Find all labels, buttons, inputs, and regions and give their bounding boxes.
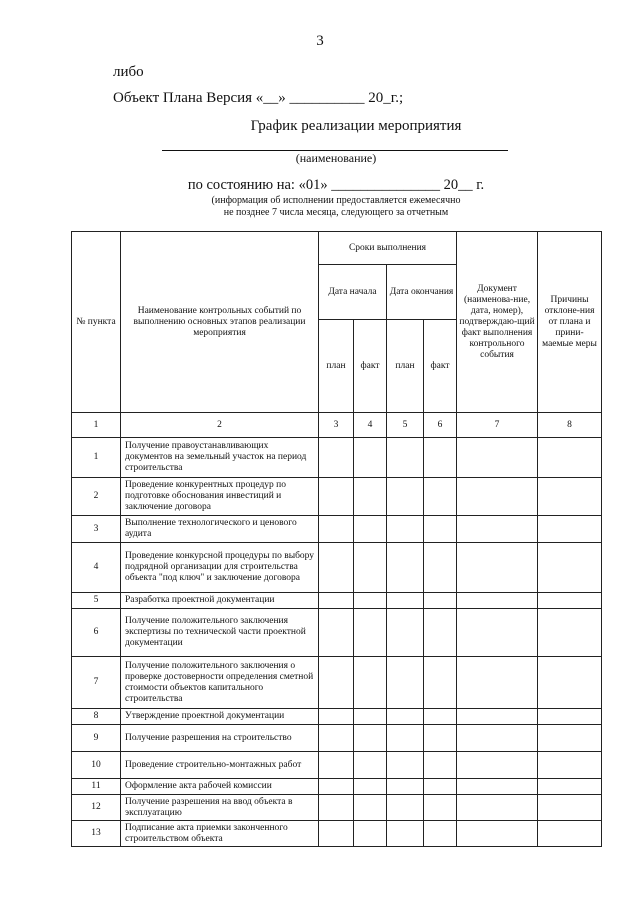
header-start-fact: факт bbox=[354, 320, 387, 413]
row-event-name: Получение правоустанавливающих документов на земельный участок на период строительства bbox=[121, 438, 319, 478]
cell-end-fact bbox=[424, 725, 457, 752]
row-event-name: Подписание акта приемки законченного строительством объекта bbox=[121, 821, 319, 847]
row-event-name: Получение положительного заключения о проверке достоверности определения сметной стоимости объектов капитального строительства bbox=[121, 657, 319, 709]
row-number: 8 bbox=[72, 709, 121, 725]
row-number: 3 bbox=[72, 516, 121, 543]
header-end-plan: план bbox=[387, 320, 424, 413]
cell-document bbox=[457, 779, 538, 795]
cell-reasons bbox=[538, 657, 602, 709]
cell-reasons bbox=[538, 779, 602, 795]
cell-end-plan bbox=[387, 752, 424, 779]
cell-start-fact bbox=[354, 752, 387, 779]
table-row bbox=[72, 438, 602, 478]
cell-end-plan bbox=[387, 821, 424, 847]
column-numbers-row bbox=[72, 413, 602, 438]
column-number: 5 bbox=[387, 413, 424, 438]
cell-document bbox=[457, 725, 538, 752]
cell-start-plan bbox=[319, 516, 354, 543]
row-number: 1 bbox=[72, 438, 121, 478]
header-start-plan: план bbox=[319, 320, 354, 413]
row-number: 7 bbox=[72, 657, 121, 709]
cell-document bbox=[457, 795, 538, 821]
cell-end-plan bbox=[387, 795, 424, 821]
cell-end-fact bbox=[424, 478, 457, 516]
cell-start-plan bbox=[319, 478, 354, 516]
row-event-name: Проведение строительно-монтажных работ bbox=[121, 752, 319, 779]
cell-end-plan bbox=[387, 709, 424, 725]
status-date-line: по состоянию на: «01» _______________ 20__ г. bbox=[187, 177, 485, 193]
row-number: 11 bbox=[72, 779, 121, 795]
cell-start-plan bbox=[319, 657, 354, 709]
cell-document bbox=[457, 438, 538, 478]
cell-end-plan bbox=[387, 779, 424, 795]
table-row bbox=[72, 709, 602, 725]
cell-start-plan bbox=[319, 543, 354, 593]
cell-end-plan bbox=[387, 609, 424, 657]
row-number: 13 bbox=[72, 821, 121, 847]
cell-start-fact bbox=[354, 609, 387, 657]
cell-document bbox=[457, 543, 538, 593]
schedule-table bbox=[71, 231, 602, 847]
cell-end-fact bbox=[424, 438, 457, 478]
object-plan-version-line: Объект Плана Версия «__» __________ 20_г.; bbox=[113, 90, 404, 106]
cell-document bbox=[457, 609, 538, 657]
cell-end-fact bbox=[424, 821, 457, 847]
cell-start-plan bbox=[319, 821, 354, 847]
cell-reasons bbox=[538, 821, 602, 847]
header-terms: Сроки выполнения bbox=[319, 232, 457, 265]
table-row bbox=[72, 609, 602, 657]
cell-end-fact bbox=[424, 795, 457, 821]
table-row bbox=[72, 779, 602, 795]
cell-start-plan bbox=[319, 609, 354, 657]
cell-start-fact bbox=[354, 478, 387, 516]
cell-document bbox=[457, 593, 538, 609]
info-note bbox=[0, 195, 640, 219]
page-number: 3 bbox=[316, 33, 324, 49]
row-number: 2 bbox=[72, 478, 121, 516]
cell-document bbox=[457, 821, 538, 847]
cell-reasons bbox=[538, 593, 602, 609]
cell-start-fact bbox=[354, 657, 387, 709]
row-number: 4 bbox=[72, 543, 121, 593]
cell-start-fact bbox=[354, 821, 387, 847]
row-number: 12 bbox=[72, 795, 121, 821]
cell-document bbox=[457, 516, 538, 543]
name-caption: (наименование) bbox=[295, 151, 377, 165]
cell-document bbox=[457, 709, 538, 725]
column-number: 6 bbox=[424, 413, 457, 438]
cell-start-plan bbox=[319, 795, 354, 821]
header-end-fact: факт bbox=[424, 320, 457, 413]
row-number: 5 bbox=[72, 593, 121, 609]
cell-reasons bbox=[538, 725, 602, 752]
cell-end-fact bbox=[424, 709, 457, 725]
cell-start-fact bbox=[354, 438, 387, 478]
cell-reasons bbox=[538, 709, 602, 725]
cell-document bbox=[457, 657, 538, 709]
column-number: 3 bbox=[319, 413, 354, 438]
cell-start-plan bbox=[319, 438, 354, 478]
header-event-name: Наименование контрольных событий по выполнению основных этапов реализации мероприятия bbox=[121, 232, 319, 413]
cell-end-plan bbox=[387, 438, 424, 478]
cell-reasons bbox=[538, 609, 602, 657]
cell-start-plan bbox=[319, 725, 354, 752]
cell-reasons bbox=[538, 752, 602, 779]
cell-end-fact bbox=[424, 593, 457, 609]
cell-reasons bbox=[538, 516, 602, 543]
cell-end-plan bbox=[387, 593, 424, 609]
header-start-date: Дата начала bbox=[319, 265, 387, 320]
row-event-name: Получение разрешения на строительство bbox=[121, 725, 319, 752]
cell-start-plan bbox=[319, 779, 354, 795]
column-number: 2 bbox=[121, 413, 319, 438]
schedule-title: График реализации мероприятия bbox=[250, 118, 462, 134]
cell-start-fact bbox=[354, 709, 387, 725]
cell-start-plan bbox=[319, 709, 354, 725]
cell-reasons bbox=[538, 543, 602, 593]
cell-end-fact bbox=[424, 752, 457, 779]
alternative-word: либо bbox=[113, 64, 144, 80]
table-row bbox=[72, 478, 602, 516]
table-row bbox=[72, 516, 602, 543]
cell-end-fact bbox=[424, 516, 457, 543]
cell-end-plan bbox=[387, 657, 424, 709]
cell-start-plan bbox=[319, 593, 354, 609]
header-item-number: № пункта bbox=[72, 232, 121, 413]
header-document: Документ (наименова-ние, дата, номер), подтверждаю-щий факт выполнения контрольного события bbox=[457, 232, 538, 413]
row-event-name: Проведение конкурентных процедур по подготовке обоснования инвестиций и заключение договора bbox=[121, 478, 319, 516]
cell-document bbox=[457, 478, 538, 516]
row-event-name: Утверждение проектной документации bbox=[121, 709, 319, 725]
cell-end-plan bbox=[387, 516, 424, 543]
header-reasons: Причины отклоне-ния от плана и прини-маемые меры bbox=[538, 232, 602, 413]
cell-start-fact bbox=[354, 779, 387, 795]
cell-reasons bbox=[538, 478, 602, 516]
table-row bbox=[72, 543, 602, 593]
cell-start-fact bbox=[354, 516, 387, 543]
info-note-line-2: не позднее 7 числа месяца, следующего за отчетным bbox=[223, 207, 449, 218]
cell-reasons bbox=[538, 795, 602, 821]
column-number: 4 bbox=[354, 413, 387, 438]
table-row bbox=[72, 725, 602, 752]
cell-end-fact bbox=[424, 543, 457, 593]
cell-start-plan bbox=[319, 752, 354, 779]
info-note-line-1: (информация об исполнении предоставляется ежемесячно bbox=[211, 195, 461, 206]
cell-reasons bbox=[538, 438, 602, 478]
row-event-name: Получение разрешения на ввод объекта в эксплуатацию bbox=[121, 795, 319, 821]
row-number: 10 bbox=[72, 752, 121, 779]
row-number: 6 bbox=[72, 609, 121, 657]
cell-end-plan bbox=[387, 543, 424, 593]
column-number: 1 bbox=[72, 413, 121, 438]
cell-start-fact bbox=[354, 543, 387, 593]
table-row bbox=[72, 795, 602, 821]
row-number: 9 bbox=[72, 725, 121, 752]
row-event-name: Получение положительного заключения экспертизы по технической части проектной документации bbox=[121, 609, 319, 657]
cell-end-fact bbox=[424, 657, 457, 709]
table-row bbox=[72, 593, 602, 609]
cell-end-plan bbox=[387, 725, 424, 752]
table-row bbox=[72, 752, 602, 779]
header-end-date: Дата окончания bbox=[387, 265, 457, 320]
column-number: 7 bbox=[457, 413, 538, 438]
cell-end-plan bbox=[387, 478, 424, 516]
cell-start-fact bbox=[354, 725, 387, 752]
row-event-name: Разработка проектной документации bbox=[121, 593, 319, 609]
row-event-name: Выполнение технологического и ценового аудита bbox=[121, 516, 319, 543]
table-row bbox=[72, 821, 602, 847]
cell-document bbox=[457, 752, 538, 779]
column-number: 8 bbox=[538, 413, 602, 438]
cell-end-fact bbox=[424, 609, 457, 657]
cell-end-fact bbox=[424, 779, 457, 795]
row-event-name: Проведение конкурсной процедуры по выбору подрядной организации для строительства объекта "под ключ" и заключение договора bbox=[121, 543, 319, 593]
cell-start-fact bbox=[354, 795, 387, 821]
table-row bbox=[72, 657, 602, 709]
row-event-name: Оформление акта рабочей комиссии bbox=[121, 779, 319, 795]
cell-start-fact bbox=[354, 593, 387, 609]
